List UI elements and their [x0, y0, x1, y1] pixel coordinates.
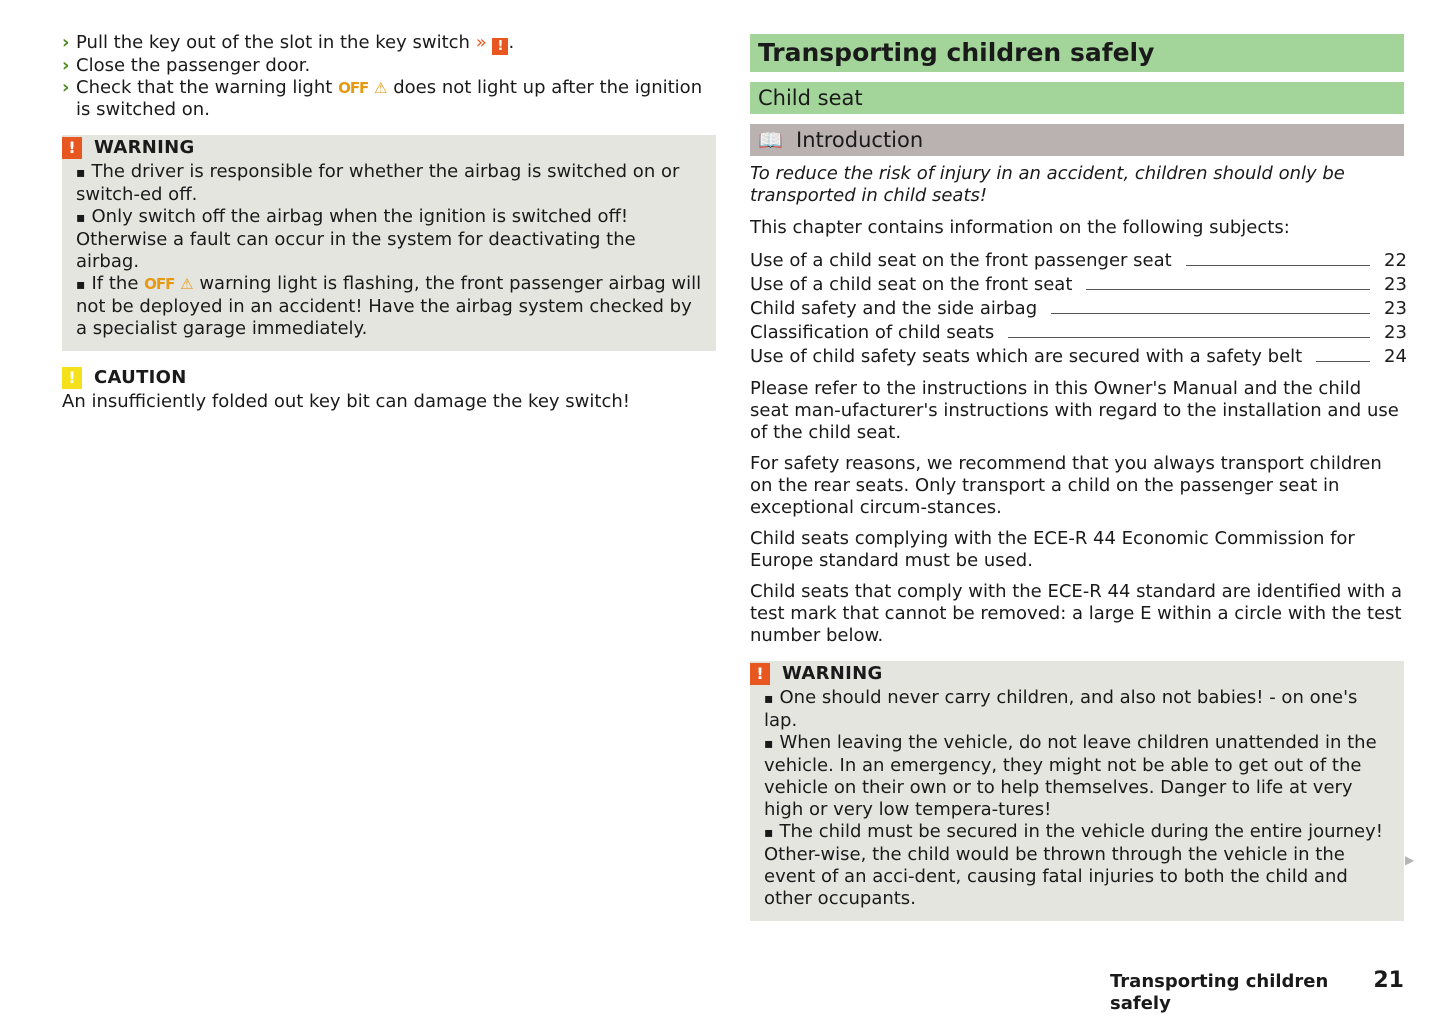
left-column	[62, 32, 716, 413]
instruction-step: › Check that the warning light OFF ⚠ does not light up after the ignition is switched on.	[62, 77, 703, 120]
instruction-step: › Pull the key out of the slot in the key switch » ! .	[62, 32, 515, 54]
caution-label: CAUTION	[94, 367, 187, 388]
body-paragraph: Please refer to the instructions in this Owner's Manual and the child seat man-ufacturer's instructions with regard to the installation and use of the child seat.	[750, 378, 1399, 443]
caution-box	[62, 365, 716, 413]
warning-icon: !	[750, 663, 770, 685]
warning-item: ▪ Only switch off the airbag when the ignition is switched off! Otherwise a fault can occur in the system for deactivating the airbag.	[76, 206, 702, 273]
warning-item: ▪ The driver is responsible for whether the airbag is switched on or switch-ed off.	[76, 161, 702, 206]
warning-icon: !	[62, 137, 82, 159]
warning-box	[750, 661, 1404, 921]
cross-reference-link[interactable]: »	[475, 32, 487, 53]
chapter-title: Transporting children safely	[750, 34, 1404, 72]
toc-entry[interactable]: Classification of child seats 23	[750, 322, 1407, 343]
chevron-right-icon: ›	[62, 32, 70, 53]
caution-icon: !	[62, 367, 82, 389]
warning-item: ▪ The child must be secured in the vehicle during the entire journey! Other-wise, the child would be thrown through the vehicle in the event of an acci-dent, causing fatal injuries to both the child and other occupants.	[764, 821, 1390, 910]
warning-item: ▪ When leaving the vehicle, do not leave children unattended in the vehicle. In an emergency, they might not be able to get out of the vehicle on their own or to help themselves. Danger to life at very high or very low tempera-tures!	[764, 732, 1390, 821]
toc-entry[interactable]: Use of a child seat on the front seat 23	[750, 274, 1407, 295]
table-of-contents	[750, 248, 1407, 368]
footer-title: Transporting children safely	[1110, 971, 1329, 1014]
warning-label: WARNING	[782, 663, 883, 684]
page-footer	[1110, 970, 1404, 1015]
airbag-passenger-icon: ⚠	[180, 275, 194, 293]
warning-label: WARNING	[94, 137, 195, 158]
toc-entry[interactable]: Use of child safety seats which are secured with a safety belt 24	[750, 346, 1407, 367]
warning-item: ▪ One should never carry children, and also not babies! - on one's lap.	[764, 687, 1390, 732]
page-number: 21	[1373, 968, 1404, 993]
airbag-off-icon: OFF	[338, 79, 369, 97]
airbag-off-icon: OFF	[144, 275, 175, 293]
airbag-passenger-icon: ⚠	[374, 79, 388, 97]
toc-entry[interactable]: Use of a child seat on the front passenger seat 22	[750, 250, 1407, 271]
warning-ref-icon[interactable]: !	[492, 38, 508, 55]
section-title: Child seat	[750, 82, 1404, 114]
intro-text: To reduce the risk of injury in an accident, children should only be transported in child seats!	[750, 163, 1345, 206]
subsection-title: 📖 Introduction	[750, 124, 1404, 156]
warning-item: ▪ If the OFF ⚠ warning light is flashing, the front passenger airbag will not be deployed in an accident! Have the airbag system checked by a specialist garage immediately.	[76, 273, 702, 340]
chevron-right-icon: ›	[62, 55, 70, 76]
caution-text: An insufficiently folded out key bit can damage the key switch!	[62, 391, 630, 412]
instruction-step: › Close the passenger door.	[62, 55, 311, 76]
toc-lead: This chapter contains information on the following subjects:	[750, 217, 1290, 238]
body-paragraph: Child seats that comply with the ECE-R 44 standard are identified with a test mark that cannot be removed: a large E within a circle with the test number below.	[750, 581, 1402, 646]
warning-box	[62, 135, 716, 351]
body-paragraph: For safety reasons, we recommend that you always transport children on the rear seats. Only transport a child on the passenger seat in exceptional circum-stances.	[750, 453, 1382, 518]
continue-arrow-icon: ▶	[1405, 853, 1415, 867]
toc-entry[interactable]: Child safety and the side airbag 23	[750, 298, 1407, 319]
right-column	[750, 32, 1407, 921]
book-icon: 📖	[758, 128, 783, 152]
chevron-right-icon: ›	[62, 77, 70, 98]
body-paragraph: Child seats complying with the ECE-R 44 Economic Commission for Europe standard must be used.	[750, 528, 1355, 571]
